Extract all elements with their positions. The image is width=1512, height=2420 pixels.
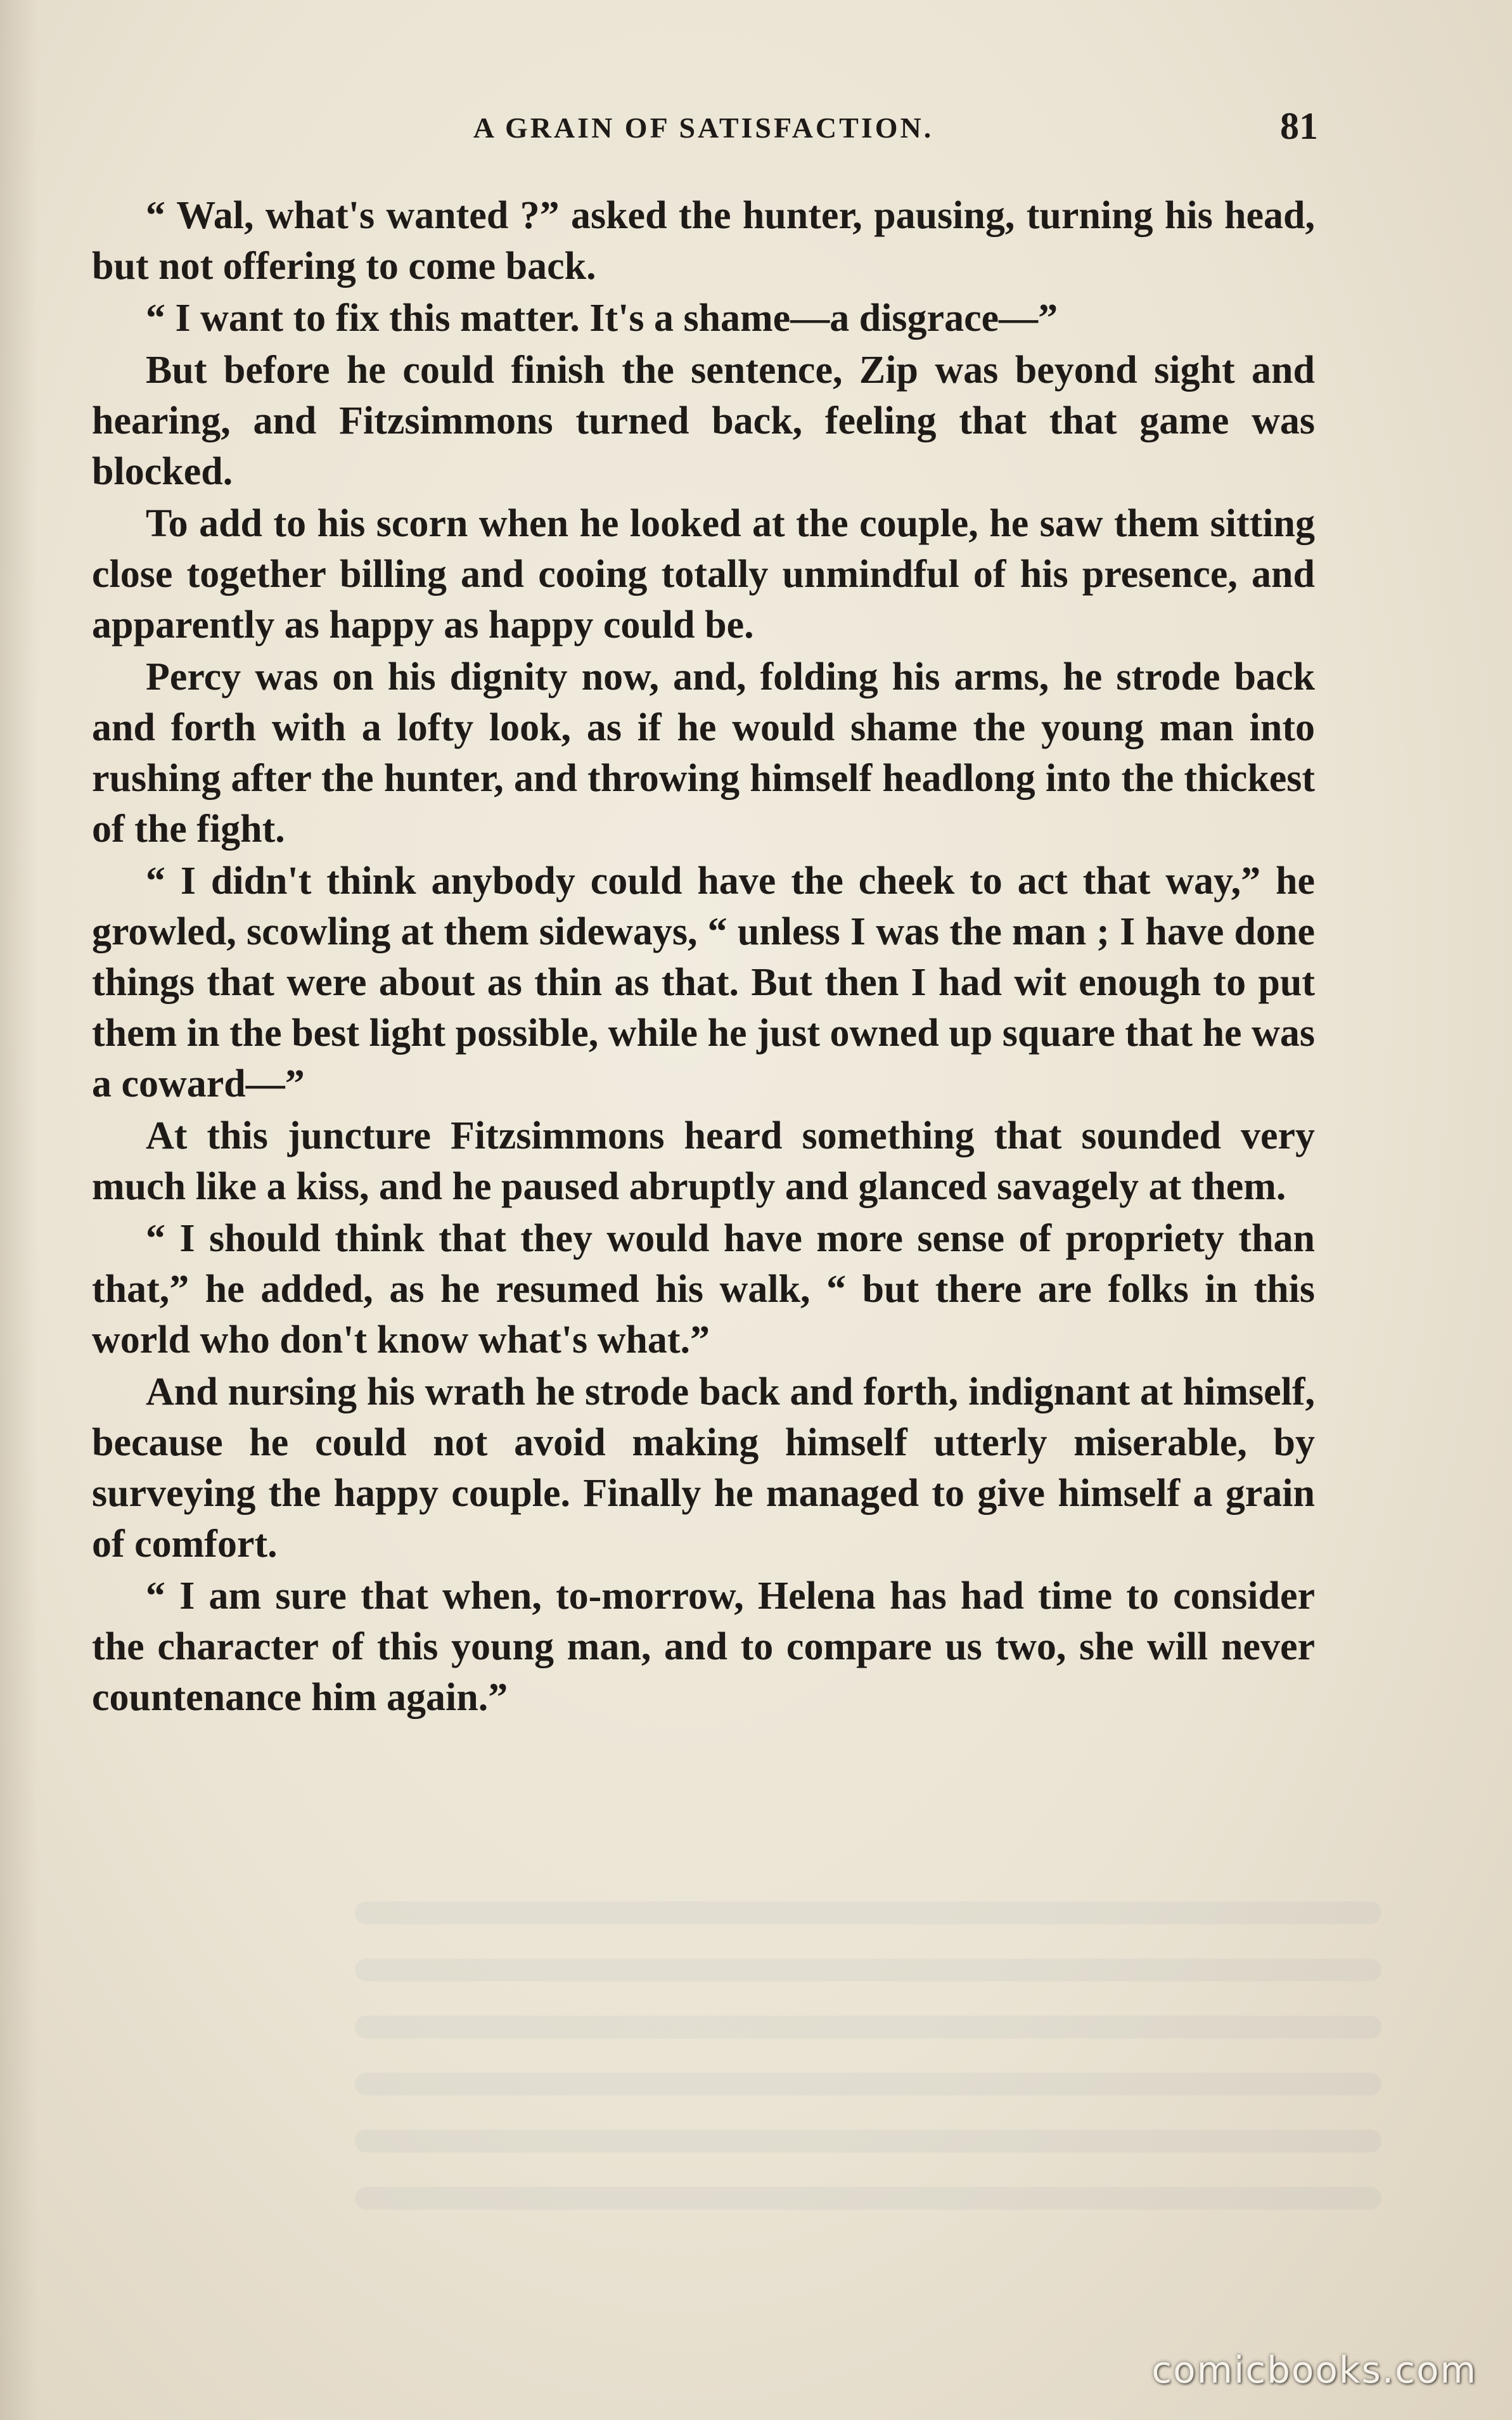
paragraph: Percy was on his dignity now, and, folding his arms, he strode back and forth with a lofty look, as if he would shame the young man into rushing after the hunter, and throwing himself headlong into the thickest of the fight. (92, 655, 1315, 851)
page-header (89, 105, 1318, 162)
bleed-through-line (355, 2016, 1381, 2038)
body-text (92, 190, 1315, 1724)
paragraph: “ I am sure that when, to-morrow, Helena has had time to consider the character of this young man, and to compare us two, she will never countenance him again.” (92, 1574, 1315, 1719)
paragraph: “ I didn't think anybody could have the cheek to act that way,” he growled, scowling at them sideways, “ unless I was the man ; I have done things that were about as thin as that. But then I had wit enough to put them in the best light possible, while he just owned up square that he was a coward—” (92, 859, 1315, 1105)
paragraph: “ I want to fix this matter. It's a shame—a disgrace—” (146, 297, 1058, 340)
page-number: 81 (1280, 105, 1318, 147)
bleed-through-line (355, 1902, 1381, 1924)
paragraph: “ Wal, what's wanted ?” asked the hunter, pausing, turning his head, but not offering to come back. (92, 194, 1315, 288)
paragraph: And nursing his wrath he strode back and forth, indignant at himself, because he could not avoid making himself utterly miserable, by surveying the happy couple. Finally he managed to give himself a grain of comfort. (92, 1370, 1315, 1566)
paragraph: But before he could finish the sentence, Zip was beyond sight and hearing, and Fitzsimmons turned back, feeling that that game was blocked. (92, 349, 1315, 493)
watermark: comicbooks.com (1151, 2348, 1477, 2391)
paragraph: “ I should think that they would have more sense of propriety than that,” he added, as he resumed his walk, “ but there are folks in this world who don't know what's what.” (92, 1217, 1315, 1361)
bleed-through-line (355, 2187, 1381, 2210)
bleed-through-line (355, 2130, 1381, 2153)
bleed-through-line (355, 1959, 1381, 1981)
page-edge-shadow (0, 0, 38, 2420)
running-title: A GRAIN OF SATISFACTION. (473, 112, 934, 144)
bleed-through-line (355, 2073, 1381, 2095)
paragraph: At this juncture Fitzsimmons heard something that sounded very much like a kiss, and he paused abruptly and glanced savagely at them. (92, 1114, 1315, 1208)
paragraph: To add to his scorn when he looked at the couple, he saw them sitting close together billing and cooing totally unmindful of his presence, and apparently as happy as happy could be. (92, 502, 1315, 647)
